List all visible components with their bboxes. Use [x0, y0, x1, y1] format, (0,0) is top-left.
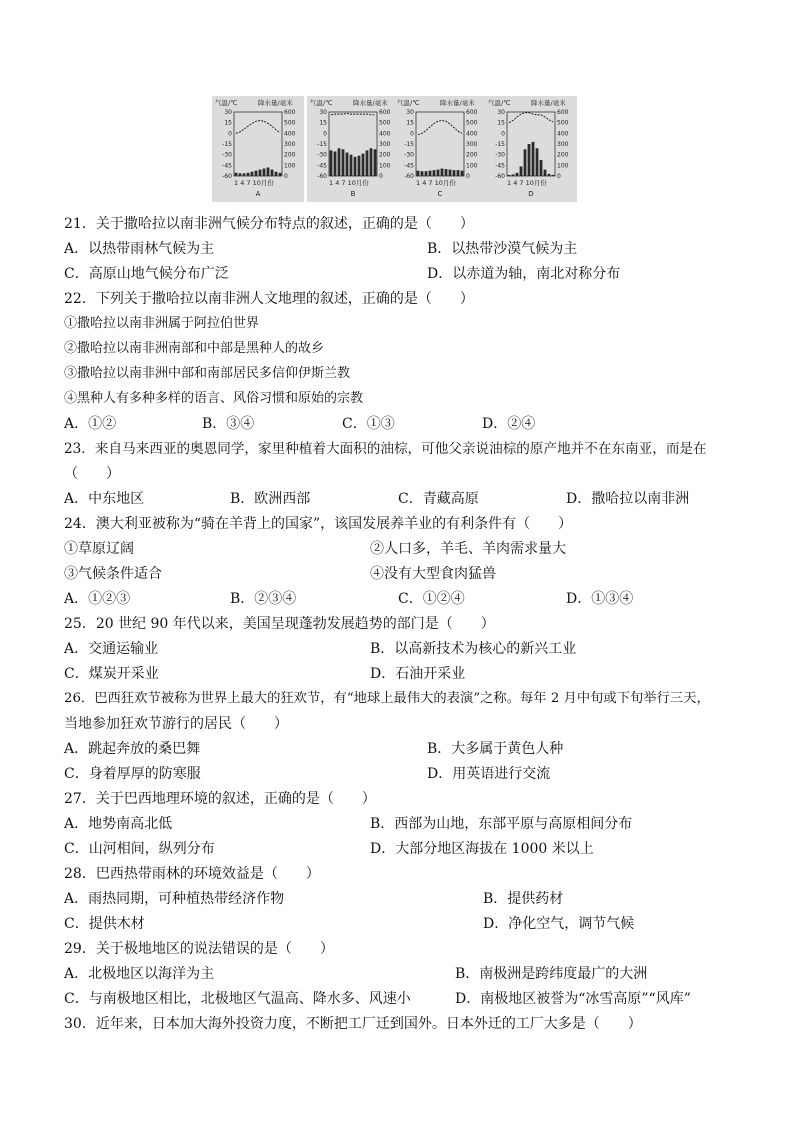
precip-tick-label: 400: [379, 130, 391, 138]
precip-tick-label: 0: [557, 173, 561, 180]
precip-tick-label: 300: [557, 141, 569, 148]
q22-option-b[interactable]: B．③④: [202, 416, 255, 432]
precip-tick-label: 0: [466, 173, 470, 180]
q28-option-c[interactable]: C．提供木材: [64, 916, 145, 932]
chart-letter-label: A: [255, 190, 261, 198]
precip-bar: [243, 173, 246, 176]
temp-tick-label: 30: [224, 109, 232, 116]
precip-tick-label: 400: [284, 130, 296, 138]
precip-tick-label: 600: [284, 109, 296, 116]
precip-bar: [445, 169, 448, 176]
plot-frame: [416, 112, 464, 176]
precip-bar: [528, 144, 531, 176]
precip-bar: [461, 171, 464, 176]
q29-option-d[interactable]: D．南极地区被誉为“冰雪高原”“风库”: [455, 991, 691, 1007]
temp-tick-label: 30: [497, 109, 505, 116]
precip-tick-label: 100: [284, 162, 296, 170]
precip-axis-label: 降水量/毫米: [440, 99, 475, 107]
temp-tick-label: -15: [495, 141, 505, 148]
temp-tick-label: -30: [404, 151, 414, 159]
temp-tick-label: -15: [317, 141, 327, 148]
precip-bar: [425, 171, 428, 176]
temp-axis-label: 气温/℃: [488, 99, 511, 107]
temperature-line: [509, 113, 553, 123]
q28-stem: 28．巴西热带雨林的环境效益是（ ）: [64, 866, 320, 882]
precip-bar: [255, 171, 258, 176]
climate-chart-svg: [307, 96, 399, 202]
precip-bar: [429, 171, 432, 176]
climate-chart-svg: [212, 96, 304, 202]
precip-axis-label: 降水量/毫米: [353, 99, 388, 107]
precip-tick-label: 300: [466, 141, 478, 148]
temp-tick-label: -60: [222, 173, 232, 180]
q21-option-c[interactable]: C．高原山地气候分布广泛: [64, 266, 229, 282]
precip-bar: [374, 149, 377, 176]
temp-tick-label: 0: [501, 130, 505, 138]
precip-bar: [338, 148, 341, 176]
precip-bar: [239, 173, 242, 176]
plot-frame: [234, 112, 282, 176]
precip-bar: [417, 171, 420, 176]
climate-chart-c: [394, 96, 486, 202]
q25-option-c[interactable]: C．煤炭开采业: [64, 666, 159, 682]
q25-option-a[interactable]: A．交通运输业: [64, 641, 159, 657]
q26-option-c[interactable]: C．身着厚厚的防寒服: [64, 766, 201, 782]
precip-bar: [267, 167, 270, 176]
precip-bar: [330, 150, 333, 176]
precip-bar: [441, 169, 444, 176]
plot-frame: [507, 112, 555, 176]
q28-option-a[interactable]: A．雨热同期，可种植热带经济作物: [64, 891, 285, 907]
precip-bar: [449, 170, 452, 176]
month-axis-label: 1 4 7 10月份: [234, 179, 274, 187]
precip-bar: [247, 173, 250, 176]
q24-option-a[interactable]: A．①②③: [64, 591, 131, 607]
precip-bar: [457, 170, 460, 176]
temp-tick-label: 30: [406, 109, 414, 116]
precip-bar: [453, 170, 456, 176]
q24-stem: 24．澳大利亚被称为“骑在羊背上的国家”，该国发展养羊业的有利条件有（ ）: [64, 516, 573, 532]
temp-tick-label: 15: [497, 119, 505, 127]
q28-option-d[interactable]: D．净化空气，调节气候: [483, 916, 635, 932]
precip-bar: [437, 170, 440, 176]
precip-tick-label: 300: [379, 141, 391, 148]
precip-bar: [520, 166, 523, 176]
q26-stem-continued: 当地参加狂欢节游行的居民（ ）: [64, 716, 288, 732]
precip-tick-label: 0: [284, 173, 288, 180]
q27-option-a[interactable]: A．地势南高北低: [64, 816, 173, 832]
climate-chart-svg: [394, 96, 486, 202]
precip-bar: [334, 151, 337, 176]
temp-tick-label: -30: [222, 151, 232, 159]
q23-stem-continued: （ ）: [64, 466, 120, 482]
chart-letter-label: D: [528, 190, 534, 198]
precip-tick-label: 0: [379, 173, 383, 180]
precip-bar: [354, 157, 357, 176]
precip-tick-label: 500: [379, 119, 391, 127]
temp-tick-label: 0: [323, 130, 327, 138]
q26-stem: 26．巴西狂欢节被称为世界上最大的狂欢节，有“地球上最伟大的表演”之称。每年 2 月中旬或下旬举行三天，: [64, 691, 710, 706]
precip-tick-label: 500: [557, 119, 569, 127]
precip-bar: [275, 172, 278, 176]
temp-tick-label: -30: [495, 151, 505, 159]
q26-option-b[interactable]: B．大多属于黄色人种: [427, 741, 564, 757]
precip-bar: [350, 155, 353, 176]
climate-charts: [212, 96, 582, 202]
precip-bar: [235, 173, 238, 176]
month-axis-label: 1 4 7 10月份: [507, 179, 547, 187]
precip-tick-label: 200: [379, 151, 391, 159]
q26-option-d[interactable]: D．用英语进行交流: [427, 766, 551, 782]
temp-tick-label: -45: [222, 162, 232, 170]
q25-stem: 25．20 世纪 90 年代以来，美国呈现蓬勃发展趋势的部门是（ ）: [64, 616, 495, 632]
q29-option-a[interactable]: A．北极地区以海洋为主: [64, 966, 215, 982]
month-axis-label: 1 4 7 10月份: [416, 179, 456, 187]
temp-tick-label: -60: [317, 173, 327, 180]
precip-bar: [544, 170, 547, 176]
temperature-line: [236, 121, 280, 134]
precip-bar: [421, 171, 424, 176]
precip-bar: [516, 173, 519, 176]
precip-tick-label: 600: [557, 109, 569, 116]
precip-tick-label: 300: [284, 141, 296, 148]
q22-statement-3: ③撒哈拉以南非洲中部和南部居民多信仰伊斯兰教: [64, 366, 351, 381]
precip-bar: [362, 154, 365, 176]
climate-chart-d: [485, 96, 577, 202]
precip-bar: [370, 148, 373, 176]
q22-stem: 22．下列关于撒哈拉以南非洲人文地理的叙述，正确的是（ ）: [64, 291, 474, 307]
q27-option-b[interactable]: B．西部为山地，东部平原与高原相间分布: [370, 816, 633, 832]
temp-tick-label: -45: [404, 162, 414, 170]
q24-option-b[interactable]: B．②③④: [230, 591, 297, 607]
precip-tick-label: 600: [379, 109, 391, 116]
precip-bar: [548, 174, 551, 176]
precip-bar: [508, 175, 511, 176]
q24-statement-2: ②人口多，羊毛、羊肉需求量大: [370, 541, 566, 557]
q22-statement-4: ④黑种人有多种多样的语言、风俗习惯和原始的宗教: [64, 391, 364, 406]
q24-statement-3: ③气候条件适合: [64, 566, 162, 582]
q21-option-d[interactable]: D．以赤道为轴，南北对称分布: [427, 266, 621, 282]
temp-tick-label: 0: [228, 130, 232, 138]
precip-bar: [251, 172, 254, 176]
q22-statement-1: ①撒哈拉以南非洲属于阿拉伯世界: [64, 316, 260, 331]
precip-bar: [271, 170, 274, 176]
month-axis-label: 1 4 7 10月份: [329, 179, 369, 187]
temp-tick-label: 30: [319, 109, 327, 116]
q21-stem: 21．关于撒哈拉以南非洲气候分布特点的叙述，正确的是（ ）: [64, 216, 474, 232]
temp-tick-label: 15: [319, 119, 327, 127]
precip-bar: [512, 174, 515, 176]
chart-letter-label: B: [350, 190, 356, 198]
temperature-line: [331, 113, 375, 114]
precip-bar: [263, 169, 266, 176]
q21-option-b[interactable]: B．以热带沙漠气候为主: [427, 241, 578, 257]
q24-statement-4: ④没有大型食肉猛兽: [370, 566, 496, 582]
precip-bar: [524, 149, 527, 176]
precip-bar: [259, 170, 262, 176]
q24-option-d[interactable]: D．①③④: [566, 591, 634, 607]
climate-chart-b: [307, 96, 399, 202]
precip-tick-label: 400: [557, 130, 569, 138]
temp-tick-label: -30: [317, 151, 327, 159]
precip-tick-label: 200: [284, 151, 296, 159]
chart-letter-label: C: [437, 190, 443, 198]
precip-axis-label: 降水量/毫米: [258, 99, 293, 107]
temp-tick-label: -45: [495, 162, 505, 170]
precip-axis-label: 降水量/毫米: [531, 99, 566, 107]
precip-tick-label: 100: [379, 162, 391, 170]
q24-option-c[interactable]: C．①②④: [398, 591, 465, 607]
temp-tick-label: 15: [406, 119, 414, 127]
temp-axis-label: 气温/℃: [215, 99, 238, 107]
precip-bar: [552, 175, 555, 176]
precip-bar: [532, 142, 535, 176]
precip-tick-label: 100: [557, 162, 569, 170]
precip-bar: [536, 148, 539, 176]
temp-axis-label: 气温/℃: [310, 99, 333, 107]
q25-option-b[interactable]: B．以高新技术为核心的新兴工业: [370, 641, 577, 657]
temperature-line: [418, 121, 462, 135]
q23-option-a[interactable]: A．中东地区: [64, 491, 145, 507]
q21-option-a[interactable]: A．以热带雨林气候为主: [64, 241, 215, 257]
precip-bar: [540, 160, 543, 176]
q22-option-a[interactable]: A．①②: [64, 416, 117, 432]
q23-option-c[interactable]: C．青藏高原: [398, 491, 479, 507]
precip-bar: [358, 156, 361, 176]
q23-option-d[interactable]: D．撒哈拉以南非洲: [566, 491, 690, 507]
climate-chart-svg: [485, 96, 577, 202]
temp-axis-label: 气温/℃: [397, 99, 420, 107]
precip-tick-label: 400: [466, 130, 478, 138]
temp-tick-label: -15: [404, 141, 414, 148]
q22-statement-2: ②撒哈拉以南非洲南部和中部是黑种人的故乡: [64, 341, 325, 356]
temp-tick-label: 15: [224, 119, 232, 127]
q29-option-c[interactable]: C．与南极地区相比，北极地区气温高、降水多、风速小: [64, 991, 411, 1007]
q27-option-c[interactable]: C．山河相间，纵列分布: [64, 841, 215, 857]
q26-option-a[interactable]: A．跳起奔放的桑巴舞: [64, 741, 201, 757]
temp-tick-label: 0: [410, 130, 414, 138]
q29-option-b[interactable]: B．南极洲是跨纬度最广的大洲: [455, 966, 648, 982]
precip-tick-label: 100: [466, 162, 478, 170]
precip-tick-label: 200: [557, 151, 569, 159]
precip-bar: [366, 150, 369, 176]
temp-tick-label: -60: [404, 173, 414, 180]
precip-bar: [433, 170, 436, 176]
precip-tick-label: 600: [466, 109, 478, 116]
q24-statement-1: ①草原辽阔: [64, 541, 134, 557]
precip-bar: [342, 149, 345, 176]
precip-tick-label: 200: [466, 151, 478, 159]
q29-stem: 29．关于极地地区的说法错误的是（ ）: [64, 941, 334, 957]
temp-tick-label: -45: [317, 162, 327, 170]
temp-tick-label: -60: [495, 173, 505, 180]
climate-chart-a: [212, 96, 304, 202]
precip-bar: [346, 153, 349, 176]
q30-stem: 30．近年来，日本加大海外投资力度，不断把工厂迁到国外。日本外迁的工厂大多是（ ）: [64, 1016, 642, 1032]
q22-option-d[interactable]: D．②④: [482, 416, 536, 432]
precip-tick-label: 500: [466, 119, 478, 127]
q28-option-b[interactable]: B．提供药材: [483, 891, 564, 907]
precip-bar: [279, 173, 282, 176]
q22-option-c[interactable]: C．①③: [342, 416, 395, 432]
q23-stem: 23．来自马来西亚的奥恩同学，家里种植着大面积的油棕，可他父亲说油棕的原产地并不在东南亚，而是在: [64, 441, 707, 457]
q25-option-d[interactable]: D．石油开采业: [370, 666, 466, 682]
precip-tick-label: 500: [284, 119, 296, 127]
q23-option-b[interactable]: B．欧洲西部: [230, 491, 311, 507]
temp-tick-label: -15: [222, 141, 232, 148]
q27-stem: 27．关于巴西地理环境的叙述，正确的是（ ）: [64, 791, 376, 807]
q27-option-d[interactable]: D．大部分地区海拔在 1000 米以上: [370, 841, 594, 857]
